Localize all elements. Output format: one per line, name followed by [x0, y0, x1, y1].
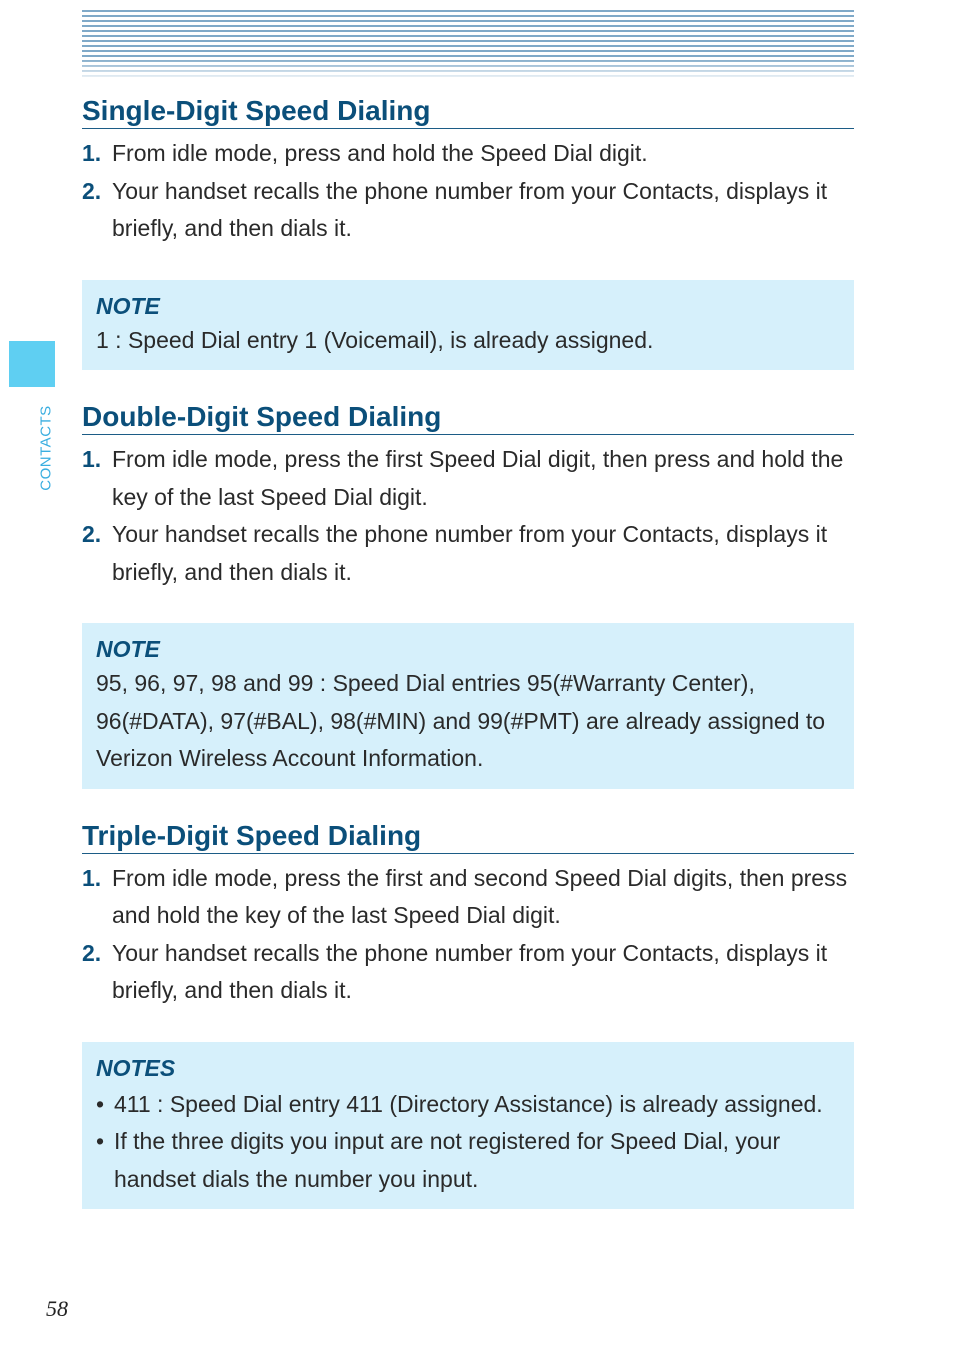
- step-list: [82, 441, 854, 591]
- page-content: [82, 94, 854, 1209]
- step-item: [82, 135, 854, 173]
- step-item: [82, 935, 854, 1010]
- note-bullet-list: [96, 1086, 840, 1199]
- page-number: 58: [46, 1296, 68, 1321]
- step-text: Your handset recalls the phone number from your Contacts, displays it briefly, and then dials it.: [112, 177, 828, 241]
- note-bullet: • If the three digits you input are not registered for Speed Dial, your handset dials the number you input.: [96, 1123, 840, 1198]
- section-title: Double-Digit Speed Dialing: [82, 400, 854, 435]
- step-text: From idle mode, press and hold the Speed Dial digit.: [112, 140, 648, 166]
- step-list: [82, 135, 854, 248]
- note-title: NOTE: [96, 636, 160, 662]
- step-number: 1.: [82, 140, 102, 166]
- section-title: Single-Digit Speed Dialing: [82, 94, 854, 129]
- step-item: [82, 860, 854, 935]
- step-number: 2.: [82, 521, 102, 547]
- step-item: [82, 173, 854, 248]
- step-list: [82, 860, 854, 1010]
- step-number: 1.: [82, 446, 102, 472]
- section-triple-digit: [82, 819, 854, 1210]
- section-double-digit: [82, 400, 854, 789]
- step-text: From idle mode, press the first Speed Dial digit, then press and hold the key of the last Speed Dial digit.: [112, 446, 844, 510]
- chapter-side-label: CONTACTS: [37, 405, 55, 491]
- step-item: [82, 441, 854, 516]
- section-title: Triple-Digit Speed Dialing: [82, 819, 854, 854]
- section-single-digit: [82, 94, 854, 370]
- note-text: 1 : Speed Dial entry 1 (Voicemail), is already assigned.: [96, 326, 654, 353]
- note-text: 95, 96, 97, 98 and 99 : Speed Dial entries 95(#Warranty Center), 96(#DATA), 97(#BAL), 98(#MIN) and 99(#PMT) are already assigned to Verizon Wireless Account Information.: [96, 670, 826, 771]
- note-bullet: • 411 : Speed Dial entry 411 (Directory Assistance) is already assigned.: [96, 1086, 840, 1124]
- step-number: 2.: [82, 177, 102, 204]
- step-text: Your handset recalls the phone number from your Contacts, displays it briefly, and then dials it.: [112, 521, 828, 585]
- note-box: [82, 280, 854, 371]
- step-number: 1.: [82, 864, 102, 891]
- note-box: [82, 623, 854, 789]
- step-text: From idle mode, press the first and second Speed Dial digits, then press and hold the key of the last Speed Dial digit.: [112, 864, 848, 928]
- notes-box: [82, 1042, 854, 1210]
- header-stripe-band: [82, 10, 854, 78]
- note-title: NOTES: [96, 1054, 176, 1081]
- note-title: NOTE: [96, 292, 160, 319]
- chapter-tab-marker: [9, 341, 55, 387]
- step-number: 2.: [82, 939, 102, 966]
- step-text: Your handset recalls the phone number from your Contacts, displays it briefly, and then dials it.: [112, 939, 828, 1003]
- step-item: [82, 516, 854, 591]
